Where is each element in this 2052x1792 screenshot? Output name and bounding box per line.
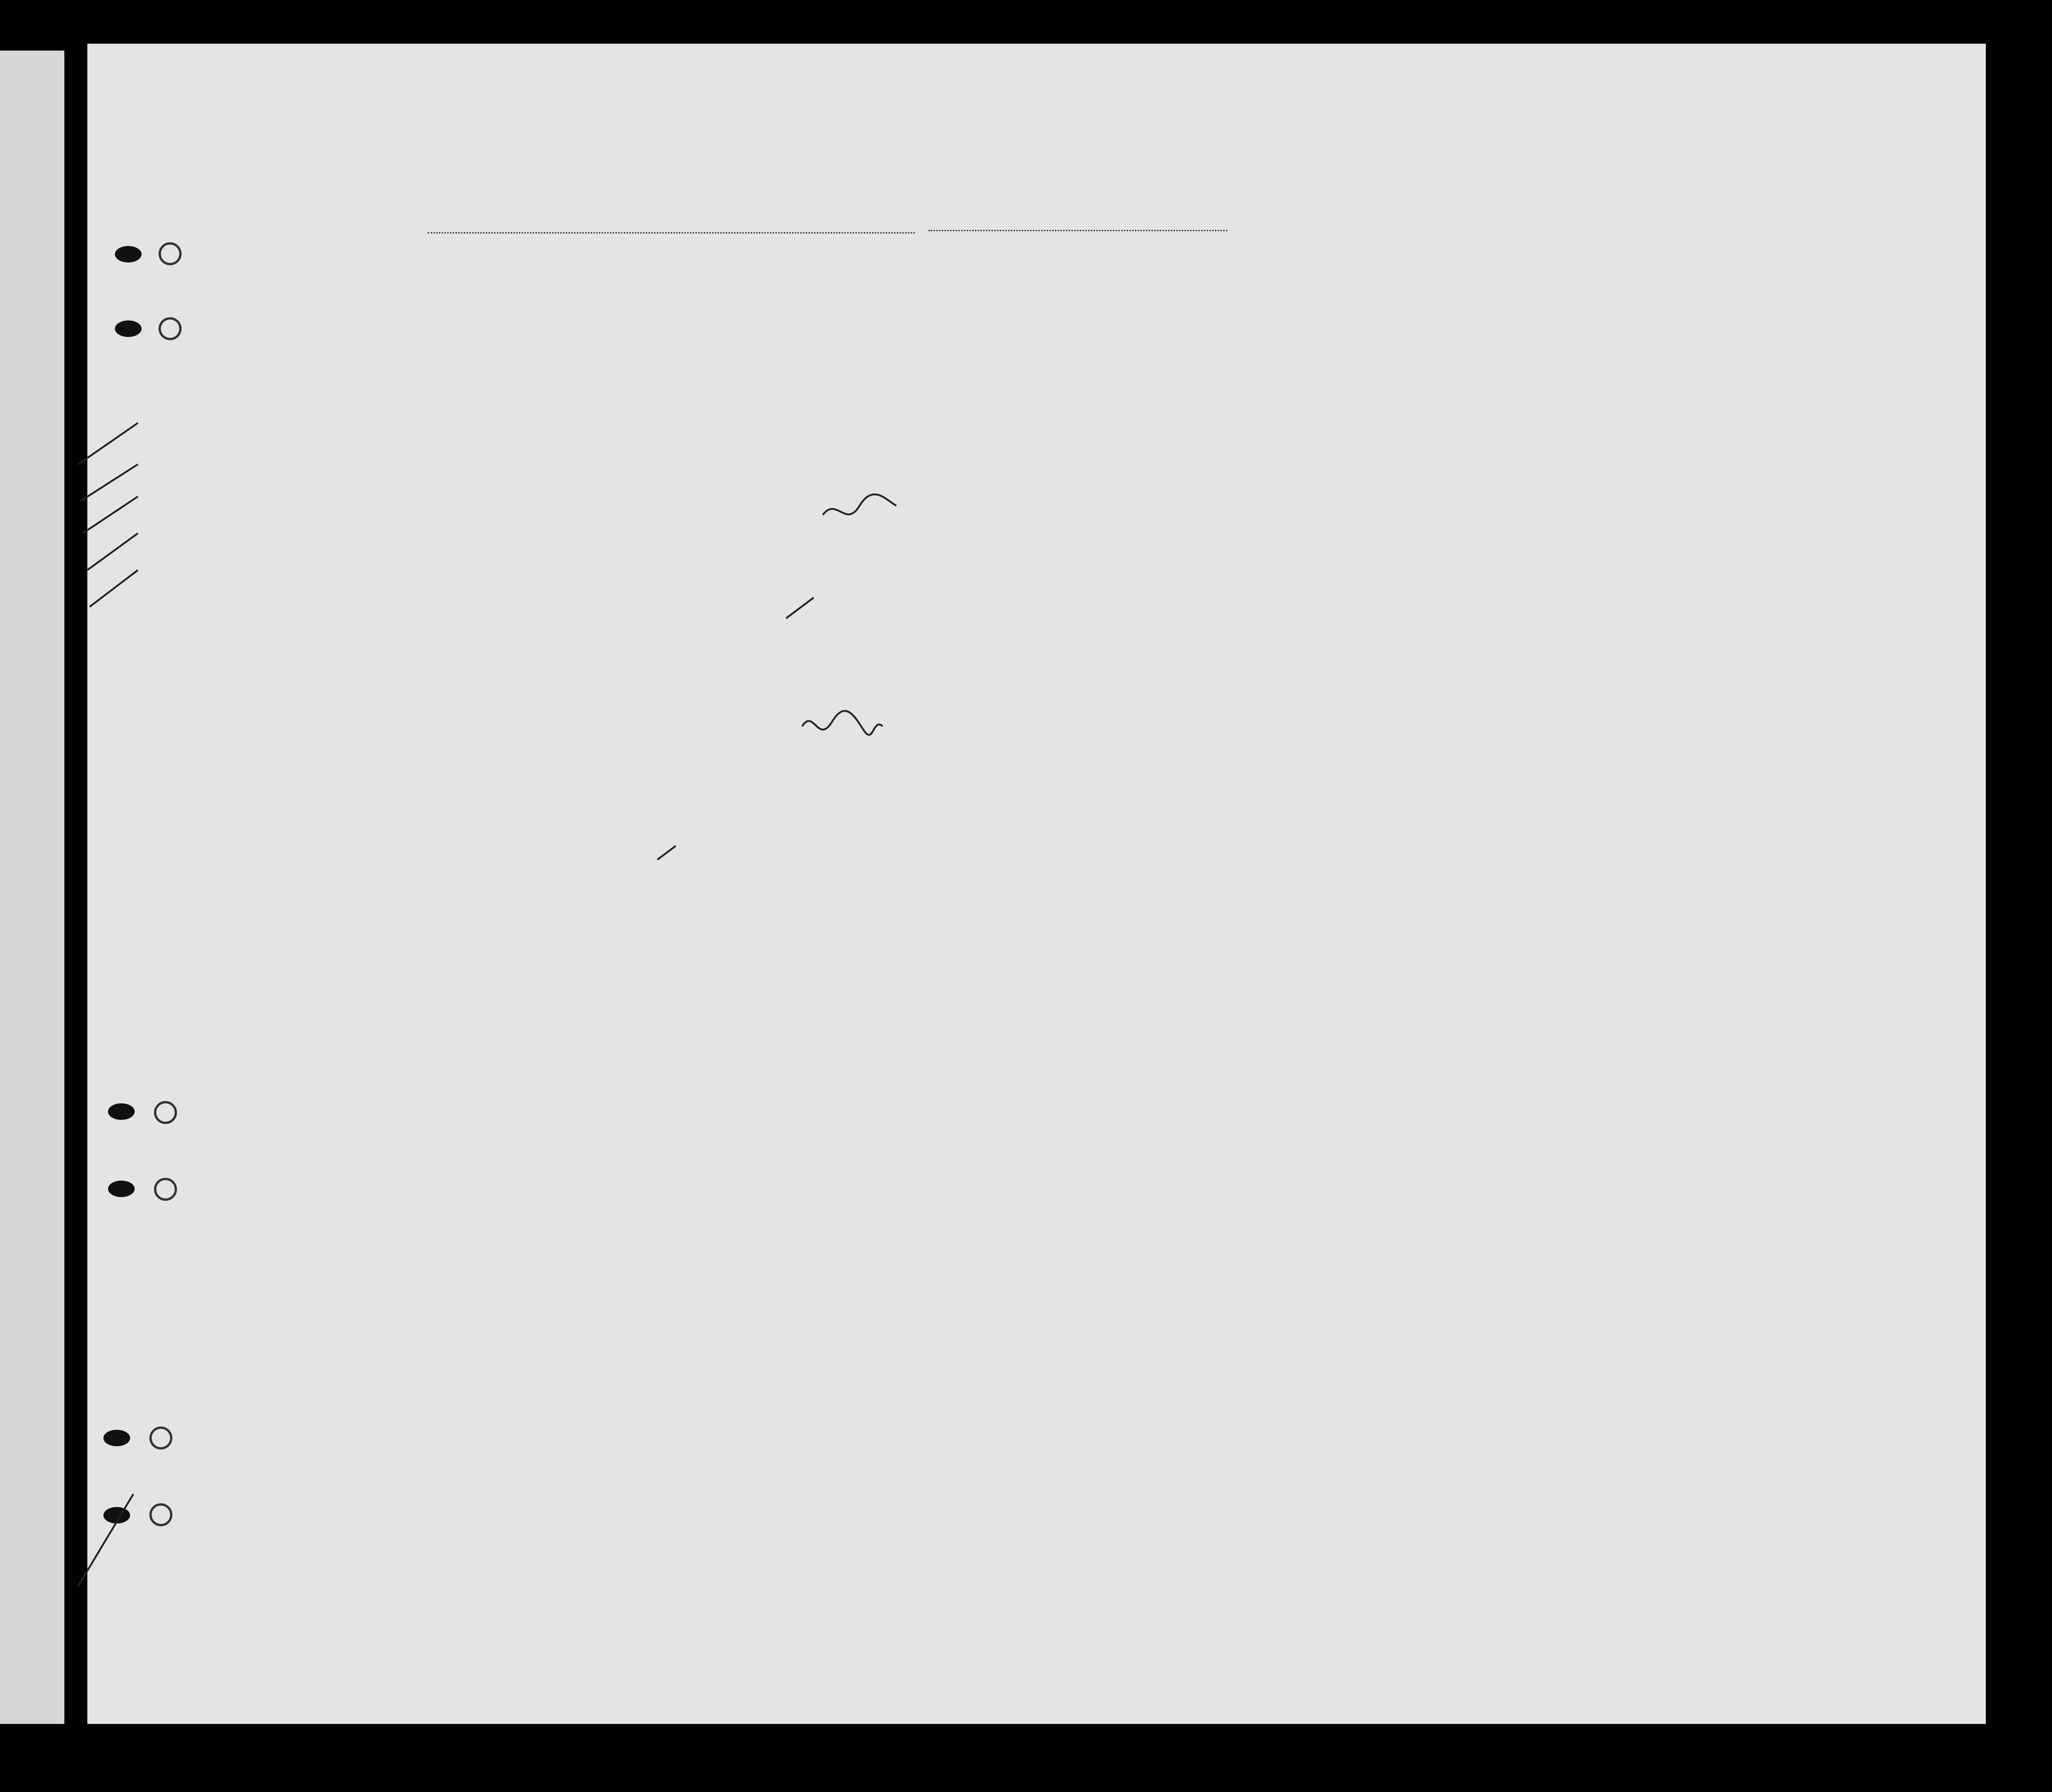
check-mark bbox=[80, 464, 138, 501]
handwritten-scribble bbox=[802, 711, 883, 735]
check-mark bbox=[786, 598, 814, 618]
check-mark bbox=[87, 533, 138, 570]
check-mark bbox=[657, 846, 676, 860]
check-mark bbox=[78, 1494, 133, 1586]
check-mark bbox=[83, 497, 138, 533]
check-mark bbox=[78, 423, 138, 464]
check-mark bbox=[90, 570, 138, 607]
handwritten-scribble bbox=[823, 494, 896, 515]
